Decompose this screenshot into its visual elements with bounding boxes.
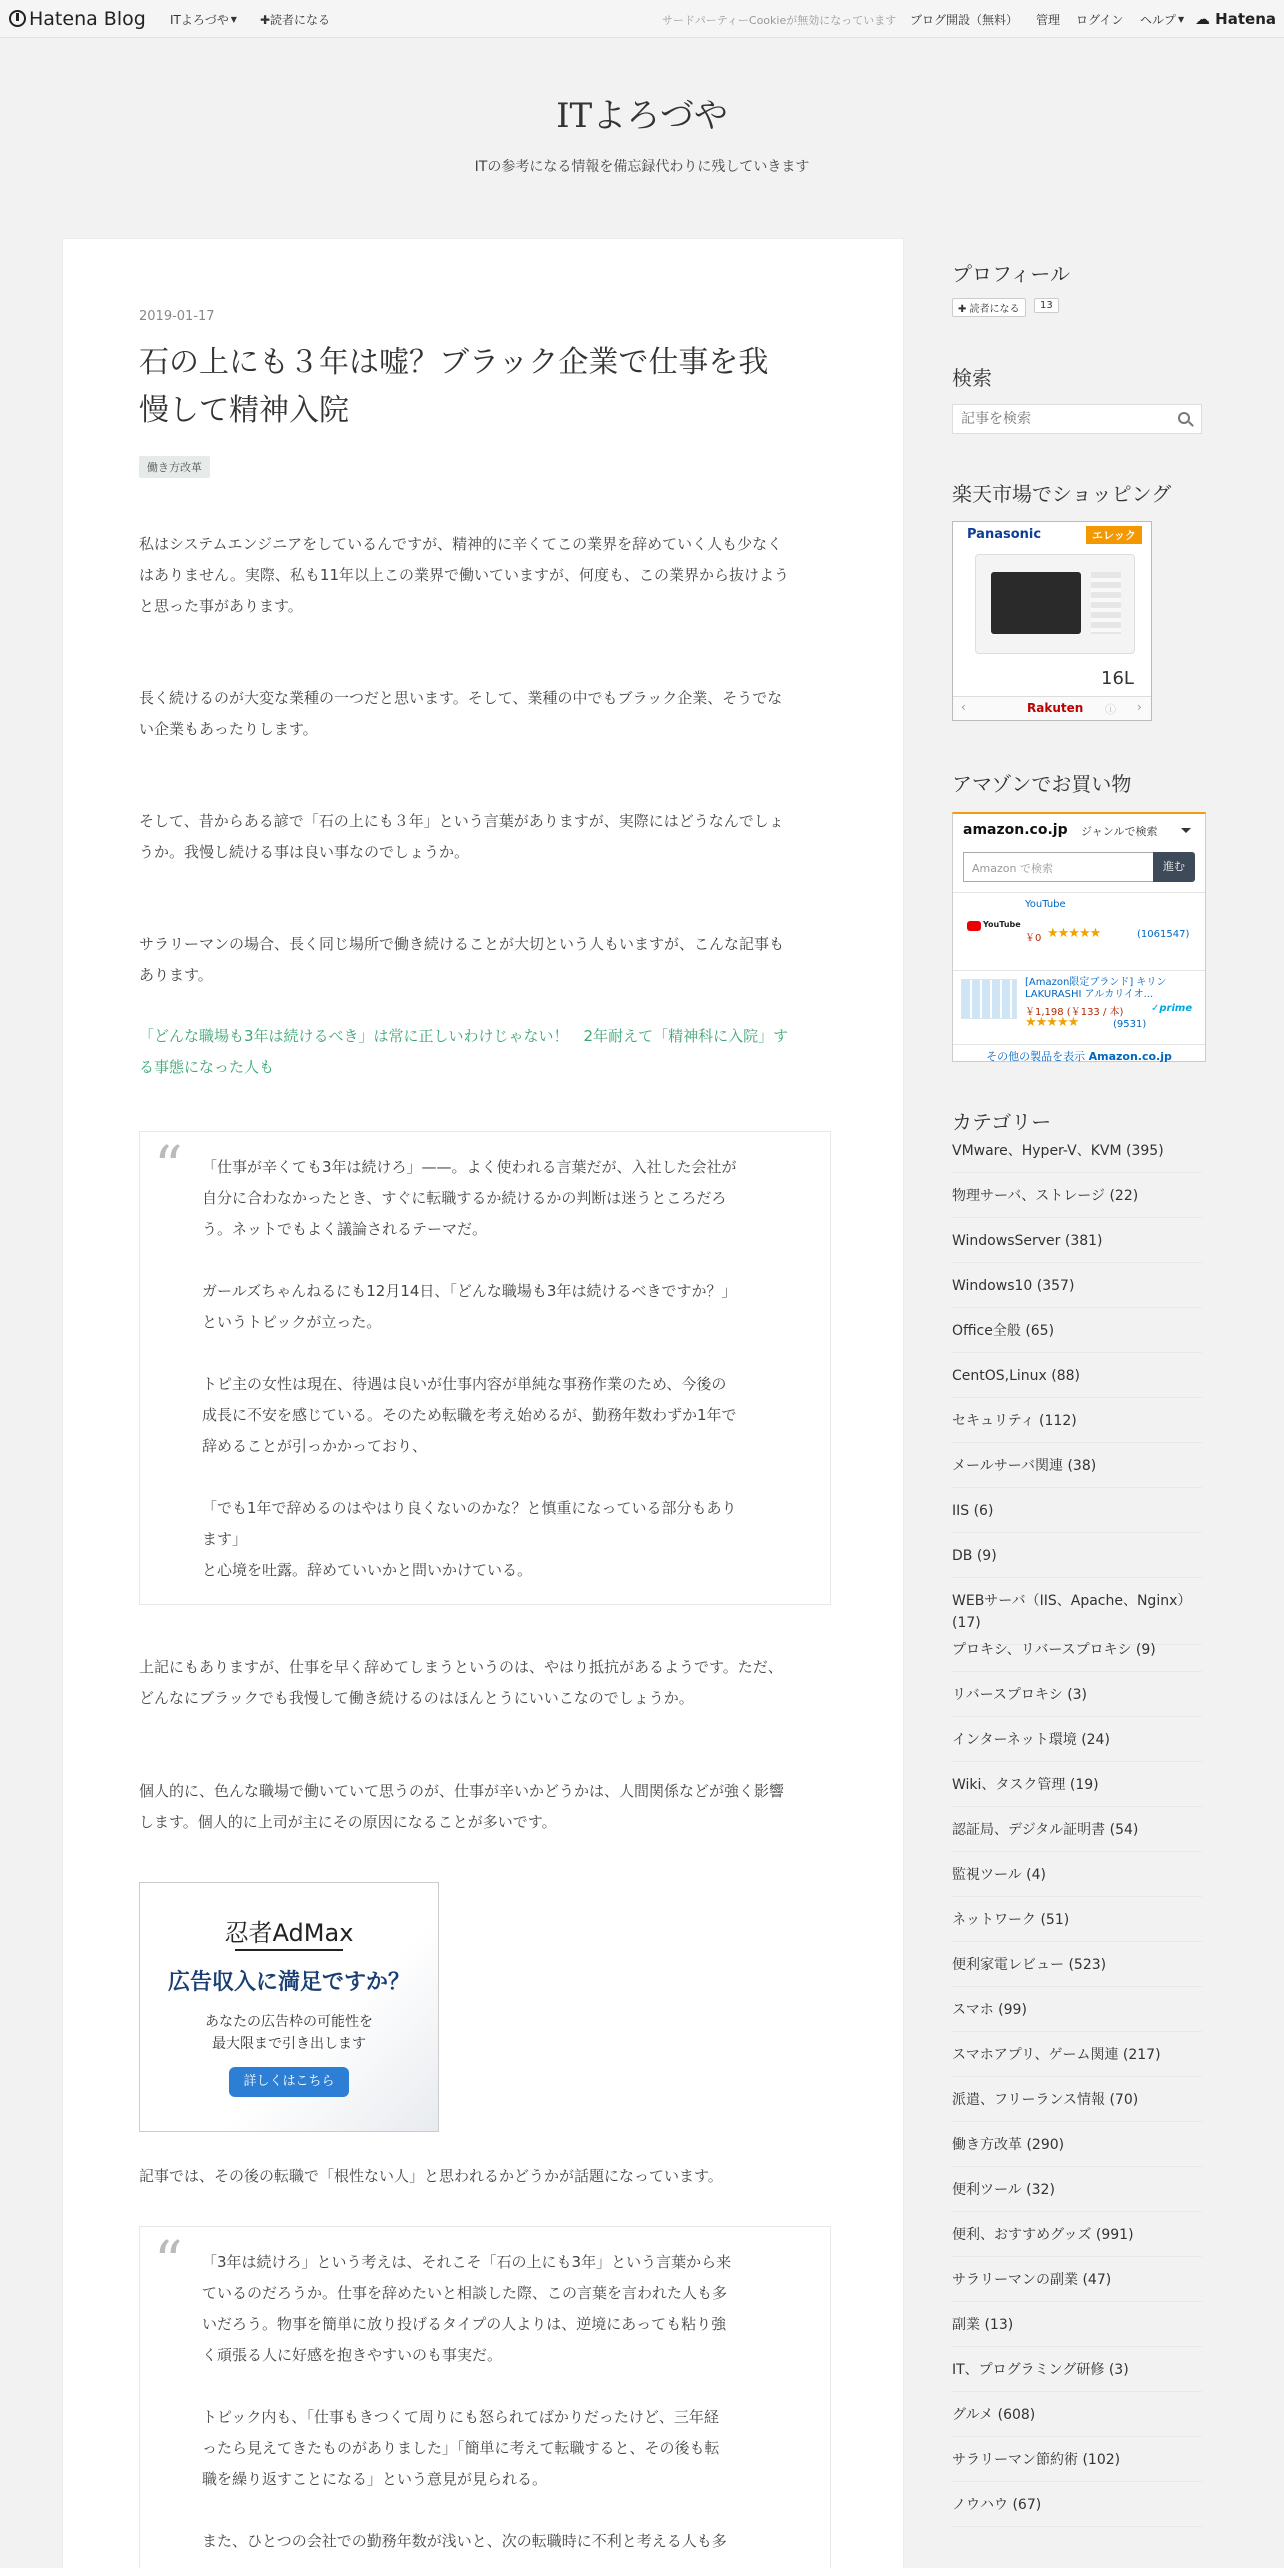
category-item[interactable]: 副業 (13) [952, 2314, 1202, 2347]
quote-paragraph: トピ主の女性は現在、待遇は良いが仕事内容が単純な事務作業のため、今後の 成長に不安を感じている。そのため転職を考え始めるが、勤務年数わずか1年で 辞めることが引っかかっており、 [202, 1375, 737, 1455]
caret-down-icon [1181, 828, 1191, 833]
blog-description: ITの参考になる情報を備忘録代わりに残していきます [474, 159, 810, 175]
ad-divider [235, 1949, 343, 1951]
category-item[interactable]: 認証局、デジタル証明書 (54) [952, 1819, 1202, 1852]
quote-mark-icon: “ [154, 1135, 183, 1200]
category-item[interactable]: ノウハウ (67) [952, 2494, 1202, 2527]
product-price: ￥1,198 (￥133 / 本) [1025, 1007, 1124, 1018]
profile-heading: プロフィール [952, 262, 1070, 286]
amazon-search-button[interactable]: 進む [1153, 852, 1195, 882]
ad-badge: エレック [1086, 526, 1142, 544]
paragraph: そして、昔からある諺で「石の上にも３年」という言葉がありますが、実際にはどうなんでしょ うか。我慢し続ける事は良い事なのでしょうか。 [139, 812, 784, 861]
chevron-right-icon[interactable]: › [1137, 700, 1142, 714]
category-item[interactable]: セキュリティ (112) [952, 1410, 1202, 1443]
admax-banner-ad[interactable] [139, 1882, 439, 2132]
category-item[interactable]: WEBサーバ（IIS、Apache、Nginx） [952, 1593, 1192, 1609]
cookie-notice: サードパーティーCookieが無効になっています [662, 14, 897, 27]
quote-paragraph: 「仕事が辛くても3年は続けろ」——。よく使われる言葉だが、入社した会社が 自分に合わなかったとき、すぐに転職するか続けるかの判断は迷うところだろ う。ネットでもよく議論されるテーマだ。 [202, 1158, 737, 1238]
category-tag[interactable]: 働き方改革 [139, 456, 210, 478]
search-icon[interactable] [1178, 412, 1190, 424]
category-item[interactable]: スマホ (99) [952, 1999, 1202, 2032]
category-item[interactable]: WindowsServer (381) [952, 1230, 1202, 1263]
hatena-menu[interactable]: ☁ Hatena [1194, 10, 1276, 28]
chevron-left-icon[interactable]: ‹ [961, 700, 966, 714]
category-item[interactable]: Windows10 (357) [952, 1275, 1202, 1308]
hatena-icon: ☁ [1194, 10, 1210, 28]
category-item[interactable]: サラリーマンの副業 (47) [952, 2269, 1202, 2302]
category-item[interactable]: グルメ (608) [952, 2404, 1202, 2437]
microwave-panel [1091, 572, 1121, 634]
amazon-heading: アマゾンでお買い物 [952, 772, 1132, 796]
help-menu[interactable]: ヘルプ ▼ [1140, 13, 1185, 27]
blockquote [139, 1131, 831, 1605]
caret-down-icon: ▼ [230, 15, 237, 24]
category-item[interactable]: 便利ツール (32) [952, 2179, 1202, 2212]
amazon-logo[interactable]: amazon.co.jp [963, 822, 1068, 838]
paragraph: 記事では、その後の転職で「根性ない人」と思われるかどうかが話題になっています。 [139, 2167, 723, 2185]
article-card [62, 238, 904, 2568]
amazon-search-input[interactable]: Amazon で検索 [963, 852, 1155, 882]
category-item[interactable]: DB (9) [952, 1545, 1202, 1578]
category-item[interactable]: プロキシ、リバースプロキシ (9) [952, 1639, 1202, 1672]
category-item[interactable]: 派遣、フリーランス情報 (70) [952, 2089, 1202, 2122]
ad-subtext: あなたの広告枠の可能性を 最大限まで引き出します [205, 2014, 373, 2052]
rating-stars: ★★★★★ [1025, 1015, 1079, 1030]
login-link[interactable]: ログイン [1076, 13, 1124, 27]
quote-paragraph: 「でも1年で辞めるのはやはり良くないのかな？と慎重になっている部分もあり ます」 と心境を吐露。辞めていいかと問いかけている。 [202, 1499, 737, 1579]
admin-link[interactable]: 管理 [1036, 13, 1061, 27]
paragraph: 個人的に、色んな職場で働いていて思うのが、仕事が辛いかどうかは、人間関係などが強く影響 します。個人的に上司が主にその原因になることが多いです。 [139, 1782, 785, 1831]
paragraph: サラリーマンの場合、長く同じ場所で働き続けることが大切という人もいますが、こんな記事も あります。 [139, 935, 785, 984]
article-link[interactable]: 「どんな職場も3年は続けるべき」は常に正しいわけじゃない！ 2年耐えて「精神科に入院」す る事態になった人も [139, 1027, 789, 1076]
category-item[interactable]: 監視ツール (4) [952, 1864, 1202, 1897]
subscribe-button[interactable]: ✚ 読者になる [952, 298, 1026, 317]
amazon-widget [952, 812, 1206, 1062]
category-item[interactable]: Office全般 (65) [952, 1320, 1202, 1353]
category-item[interactable]: IT、プログラミング研修 (3) [952, 2359, 1202, 2392]
category-item[interactable]: サラリーマン節約術 (102) [952, 2449, 1202, 2482]
ad-brand: 忍者AdMax [224, 1919, 354, 1947]
ad-size-label: 16L [1101, 668, 1134, 689]
quote-paragraph: 「3年は続けろ」という考えは、それこそ「石の上にも3年」という言葉から来 ているのだろうか。仕事を辞めたいと相談した際、この言葉を言われた人も多 いだろう。物事を簡単に放り投げるタイプの人よりは、逆境にあっても粘り強 く頑張る人に好感を抱きやすいのも事実だ。 [202, 2253, 732, 2364]
subscriber-count: 13 [1034, 298, 1059, 313]
rakuten-heading: 楽天市場でショッピング [952, 482, 1172, 506]
rakuten-ad-footer [953, 696, 1151, 720]
blockquote [139, 2226, 831, 2568]
product-price: ￥0 [1025, 933, 1042, 944]
quote-paragraph: トピック内も、「仕事もきつくて周りにも怒られてばかりだったけど、三年経 ったら見えてきたものがありました」「簡単に考えて転職すると、その後も転 職を繰り返すことになる」という意見が見られる。 [202, 2408, 720, 2488]
global-header [0, 0, 1284, 38]
category-item[interactable]: CentOS,Linux (88) [952, 1365, 1202, 1398]
category-item[interactable]: 物理サーバ、ストレージ (22) [952, 1185, 1202, 1218]
hatena-logo-icon [9, 10, 26, 27]
rakuten-logo[interactable]: Rakuten [1027, 701, 1084, 715]
blog-title[interactable]: ITよろづや [556, 96, 728, 136]
genre-dropdown[interactable]: ジャンルで検索 [1081, 825, 1158, 838]
category-item[interactable]: 働き方改革 (290) [952, 2134, 1202, 2167]
review-count[interactable]: (1061547) [1137, 929, 1190, 940]
rating-stars: ★★★★★ [1047, 926, 1101, 941]
subscribe-link[interactable]: ✚読者になる [260, 13, 331, 27]
review-count[interactable]: (9531) [1113, 1019, 1147, 1030]
category-item[interactable]: 便利家電レビュー (523) [952, 1954, 1202, 1987]
category-item[interactable]: メールサーバ関連 (38) [952, 1455, 1202, 1488]
category-item[interactable]: Wiki、タスク管理 (19) [952, 1774, 1202, 1807]
ad-details-button[interactable]: 詳しくはこちら [229, 2067, 349, 2097]
search-heading: 検索 [952, 366, 992, 390]
open-blog-link[interactable]: ブログ開設（無料） [910, 13, 1019, 27]
amazon-product[interactable] [953, 970, 1205, 1044]
product-thumbnail [961, 979, 1017, 1019]
product-title[interactable]: YouTube [1025, 899, 1066, 910]
paragraph: 長く続けるのが大変な業種の一つだと思います。そして、業種の中でもブラック企業、そうでな い企業もあったりします。 [139, 689, 783, 738]
category-item[interactable]: (17) [952, 1612, 1202, 1645]
category-item[interactable]: スマホアプリ、ゲーム関連 (217) [952, 2044, 1202, 2077]
ad-brand: Panasonic [967, 527, 1042, 542]
quote-paragraph: ガールズちゃんねるにも12月14日、「どんな職場も3年は続けるべきですか？」 というトピックが立った。 [202, 1282, 737, 1331]
paragraph: 私はシステムエンジニアをしているんですが、精神的に辛くてこの業界を辞めていく人も少なく はありません。実際、私も11年以上この業界で働いていますが、何度も、この業界から抜けよう と思った事があります。 [139, 535, 789, 615]
prime-badge: ✓prime [1151, 1003, 1193, 1014]
hatena-blog-logo[interactable]: Hatena Blog [9, 8, 146, 30]
product-title[interactable]: [Amazon限定ブランド] キリン LAKURASHI アルカリイオ... [1025, 977, 1167, 1000]
info-icon[interactable]: ⓘ [1105, 703, 1116, 716]
category-heading: カテゴリー [952, 1110, 1052, 1134]
rakuten-ad[interactable] [952, 521, 1152, 721]
amazon-more-link[interactable]: その他の製品を表示 Amazon.co.jp [953, 1044, 1205, 1064]
category-item[interactable]: ネットワーク (51) [952, 1909, 1202, 1942]
paragraph: 上記にもありますが、仕事を早く辞めてしまうというのは、やはり抵抗があるようです。ただ、 どんなにブラックでも我慢して働き続けるのはほんとうにいいこなのでしょうか。 [139, 1658, 783, 1707]
caret-down-icon: ▼ [1178, 15, 1185, 24]
article-date[interactable]: 2019-01-17 [139, 309, 215, 324]
blog-menu[interactable]: ITよろづや ▼ [170, 13, 237, 27]
quote-mark-icon: “ [154, 2230, 183, 2295]
amazon-product[interactable] [953, 892, 1205, 970]
search-input[interactable] [952, 404, 1202, 434]
ad-headline: 広告収入に満足ですか？ [167, 1970, 410, 1995]
quote-paragraph: また、ひとつの会社での勤務年数が浅いと、次の転職時に不利と考える人も多 [202, 2532, 727, 2550]
youtube-logo: YouTube [967, 921, 1007, 933]
category-item[interactable]: VMware、Hyper-V、KVM (395) [952, 1140, 1202, 1173]
category-item[interactable]: リバースプロキシ (3) [952, 1684, 1202, 1717]
category-item[interactable]: インターネット環境 (24) [952, 1729, 1202, 1762]
category-item[interactable]: 便利、おすすめグッズ (991) [952, 2224, 1202, 2257]
article-title[interactable]: 石の上にも３年は嘘？ブラック企業で仕事を我 慢して精神入院 [139, 345, 769, 428]
microwave-door [991, 572, 1081, 634]
category-item[interactable]: IIS (6) [952, 1500, 1202, 1533]
